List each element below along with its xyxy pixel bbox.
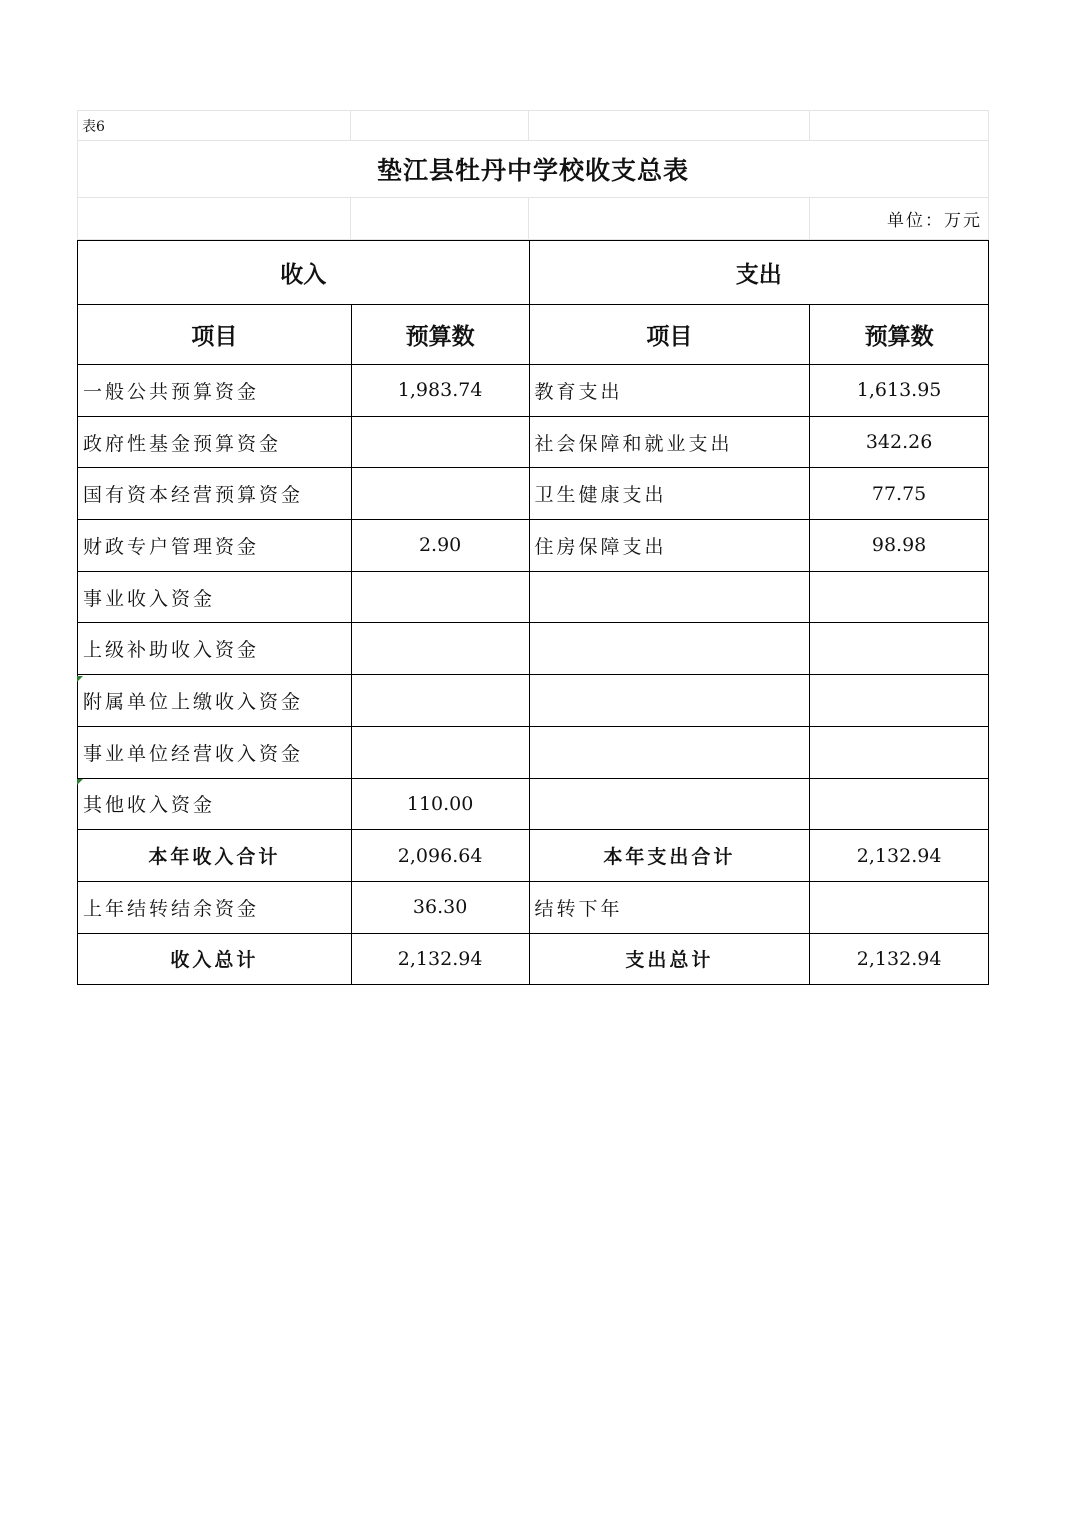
income-item: 财政专户管理资金 [78, 520, 352, 572]
income-budget-header: 预算数 [352, 305, 530, 365]
expense-item [530, 572, 811, 624]
title-row [77, 140, 989, 198]
income-item: 国有资本经营预算资金 [78, 468, 352, 520]
income-value [352, 468, 530, 520]
expense-subtotal-label: 本年支出合计 [530, 830, 811, 882]
income-value: 1,983.74 [352, 365, 530, 417]
income-value [352, 727, 530, 779]
income-carryover-label: 上年结转结余资金 [78, 882, 352, 934]
expense-item [530, 623, 811, 675]
income-item: 事业收入资金 [78, 572, 352, 624]
expense-value [810, 675, 989, 727]
income-value [352, 572, 530, 624]
income-item: 上级补助收入资金 [78, 623, 352, 675]
empty-cell [529, 198, 810, 240]
expense-item [530, 727, 811, 779]
tag-row [77, 110, 989, 140]
expense-item: 社会保障和就业支出 [530, 417, 811, 469]
table-row [78, 572, 989, 624]
expense-item [530, 779, 811, 831]
income-item: 附属单位上缴收入资金 [78, 675, 352, 727]
expense-value: 98.98 [810, 520, 989, 572]
table-tag: 表6 [77, 111, 351, 141]
carryover-row [78, 882, 989, 934]
income-item: 其他收入资金 [78, 779, 352, 831]
table-row [78, 417, 989, 469]
table-row [78, 365, 989, 417]
income-value [352, 623, 530, 675]
column-header-row [78, 305, 989, 365]
page-title: 垫江县牡丹中学校收支总表 [376, 155, 689, 185]
income-value [352, 417, 530, 469]
expense-total-value: 2,132.94 [810, 934, 989, 986]
table-row [78, 675, 989, 727]
expense-item: 教育支出 [530, 365, 811, 417]
unit-label: 单位：万元 [810, 198, 989, 240]
expense-value [810, 623, 989, 675]
budget-table [77, 240, 989, 985]
income-value: 2.90 [352, 520, 530, 572]
empty-cell [351, 111, 529, 141]
expense-total-label: 支出总计 [530, 934, 811, 986]
income-subtotal-value: 2,096.64 [352, 830, 530, 882]
income-item: 事业单位经营收入资金 [78, 727, 352, 779]
table-row [78, 468, 989, 520]
unit-row [77, 198, 989, 240]
income-section-header: 收入 [78, 241, 530, 305]
expense-section-header: 支出 [530, 241, 990, 305]
subtotal-row [78, 830, 989, 882]
income-item-header: 项目 [78, 305, 352, 365]
expense-item [530, 675, 811, 727]
income-value: 110.00 [352, 779, 530, 831]
income-item: 政府性基金预算资金 [78, 417, 352, 469]
table-row [78, 779, 989, 831]
expense-item-header: 项目 [530, 305, 811, 365]
expense-carryover-value [810, 882, 989, 934]
income-item: 一般公共预算资金 [78, 365, 352, 417]
expense-item: 住房保障支出 [530, 520, 811, 572]
expense-value: 342.26 [810, 417, 989, 469]
expense-budget-header: 预算数 [810, 305, 989, 365]
expense-value [810, 572, 989, 624]
empty-cell [810, 111, 989, 141]
table-row [78, 623, 989, 675]
cell-marker-icon [77, 676, 83, 682]
income-total-value: 2,132.94 [352, 934, 530, 986]
cell-marker-icon [77, 779, 83, 785]
empty-cell [77, 198, 351, 240]
income-subtotal-label: 本年收入合计 [78, 830, 352, 882]
expense-value [810, 727, 989, 779]
section-header-row [78, 241, 989, 305]
empty-cell [351, 198, 529, 240]
expense-value [810, 779, 989, 831]
empty-cell [529, 111, 810, 141]
expense-value: 77.75 [810, 468, 989, 520]
income-total-label: 收入总计 [78, 934, 352, 986]
table-row [78, 520, 989, 572]
table-row [78, 727, 989, 779]
expense-carryover-label: 结转下年 [530, 882, 811, 934]
income-value [352, 675, 530, 727]
expense-subtotal-value: 2,132.94 [810, 830, 989, 882]
budget-sheet [77, 110, 989, 985]
expense-item: 卫生健康支出 [530, 468, 811, 520]
total-row [78, 934, 989, 986]
expense-value: 1,613.95 [810, 365, 989, 417]
income-carryover-value: 36.30 [352, 882, 530, 934]
